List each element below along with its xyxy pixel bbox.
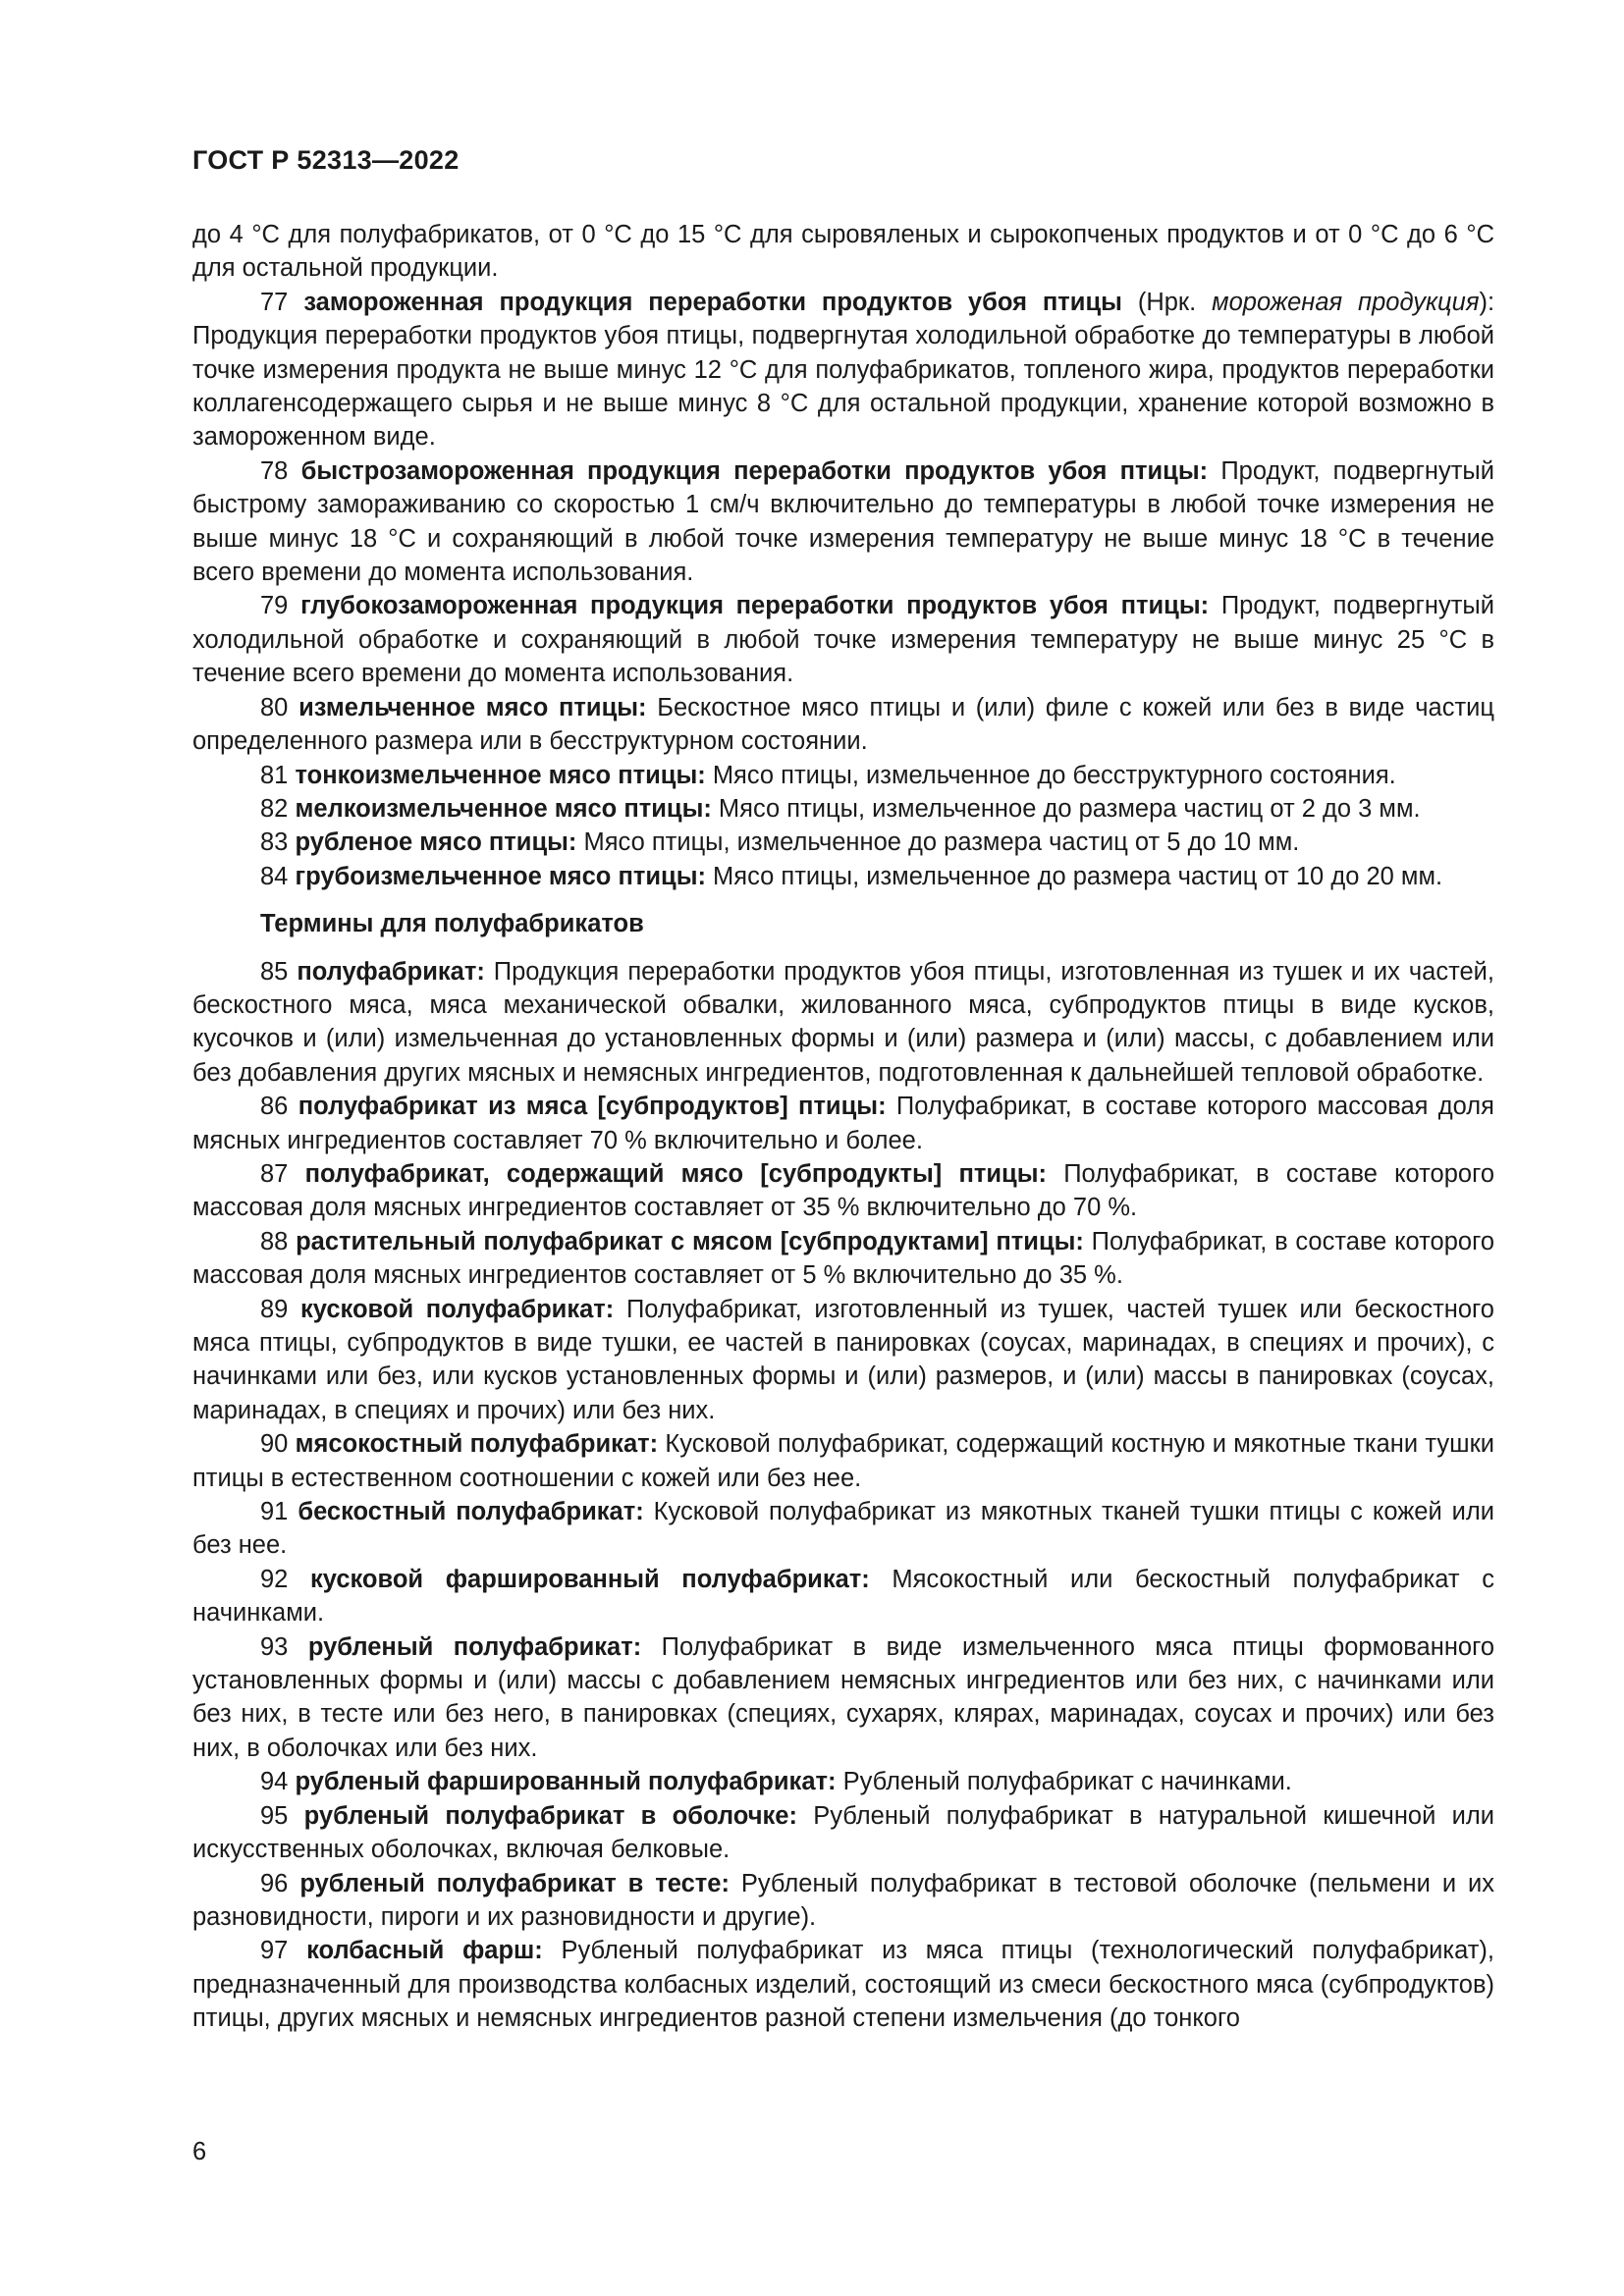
term-alternative: мороженая продукция: [1212, 288, 1480, 316]
term-name: рубленое мясо птицы:: [295, 828, 577, 857]
term-entry-89: [192, 1293, 1494, 1428]
term-definition: Полуфабрикат, в составе которого массовая доля мясных ингредиентов составляет от 35 % включительно до 70 %.: [192, 1159, 1495, 1222]
term-name: полуфабрикат:: [297, 957, 485, 986]
term-entry-96: [192, 1867, 1494, 1935]
term-definition: Кусковой полуфабрикат, содержащий костную и мякотные ткани тушки птицы в естественном соотношении с кожей или без нее.: [192, 1430, 1494, 1492]
term-number: 90: [260, 1430, 289, 1459]
term-name: рубленый фаршированный полуфабрикат:: [295, 1768, 837, 1796]
term-name: измельченное мясо птицы:: [298, 693, 647, 721]
term-entry-90: [192, 1427, 1494, 1495]
term-entry-78: [192, 454, 1494, 590]
term-definition: Мясо птицы, измельченное до размера частиц от 10 до 20 мм.: [705, 862, 1443, 890]
term-entry-82: [192, 792, 1494, 826]
term-name: глубокозамороженная продукция переработки продуктов убоя птицы:: [300, 592, 1210, 620]
term-definition: Полуфабрикат в виде измельченного мяса птицы формованного установленных формы и (или) массы с добавлением немясных ингредиентов или без них, с начинками или без них, в тесте или без него, в панировках (специях, сухарях, клярах, маринадах, соусах и прочих) или без них, в оболочках или без них.: [192, 1632, 1495, 1762]
term-number: 80: [260, 693, 289, 721]
term-entry-88: [192, 1225, 1494, 1293]
document-body: [192, 218, 1494, 2036]
term-name: рубленый полуфабрикат:: [307, 1632, 642, 1661]
term-number: 82: [260, 794, 289, 823]
document-page: [192, 0, 1494, 2296]
term-number: 81: [260, 761, 289, 789]
page-number: 6: [192, 2138, 207, 2165]
term-entry-95: [192, 1799, 1494, 1867]
term-number: 89: [260, 1295, 289, 1323]
term-number: 87: [260, 1159, 289, 1188]
term-name: полуфабрикат, содержащий мясо [субпродукты] птицы:: [304, 1159, 1048, 1188]
term-definition: Продукт, подвергнутый быстрому замораживанию со скоростью 1 см/ч включительно до температуры в любой точке измерения не выше минус 18 °С и сохраняющий в любой точке измерения температуру не выше минус 18 °С в течение всего времени до момента использования.: [192, 456, 1494, 587]
term-definition: Мясо птицы, измельченное до бесструктурного состояния.: [705, 761, 1396, 789]
term-definition: Рубленый полуфабрикат из мяса птицы (технологический полуфабрикат), предназначенный для производства колбасных изделий, состоящий из смеси бескостного мяса (субпродуктов) птицы, других мясных и немясных ингредиентов разной степени измельчения (до тонкого: [192, 1937, 1494, 2033]
term-definition: Мясокостный или бескостный полуфабрикат с начинками.: [192, 1565, 1494, 1628]
term-definition: Мясо птицы, измельченное до размера частиц от 5 до 10 мм.: [576, 828, 1300, 857]
term-definition: Рубленый полуфабрикат в натуральной кишечной или искусственных оболочках, включая белковые.: [192, 1801, 1494, 1864]
term-name: быстрозамороженная продукция переработки продуктов убоя птицы:: [300, 456, 1209, 485]
term-definition: Полуфабрикат, в составе которого массовая доля мясных ингредиентов составляет от 5 % включительно до 35 %.: [192, 1227, 1495, 1290]
term-name: мясокостный полуфабрикат:: [295, 1430, 659, 1459]
term-number: 92: [260, 1565, 289, 1593]
term-name: мелкоизмельченное мясо птицы:: [295, 794, 712, 823]
term-number: 78: [260, 456, 289, 485]
term-name: тонкоизмельченное мясо птицы:: [295, 761, 706, 789]
term-definition: Продукция переработки продуктов убоя птицы, изготовленная из тушек и их частей, бескостного мяса, мяса механической обвалки, жилованного мяса, субпродуктов птицы в виде кусков, кусочков и (или) измельченная до установленных формы и (или) размера и (или) массы, с добавлением или без добавления других мясных и немясных ингредиентов, подготовленная к дальнейшей тепловой обработке.: [192, 957, 1494, 1087]
term-number: 85: [260, 957, 289, 986]
term-number: 79: [260, 592, 289, 620]
term-entry-94: [192, 1765, 1494, 1798]
term-entry-97: [192, 1934, 1494, 2035]
term-definition: ): Продукция переработки продуктов убоя птицы, подвергнутая холодильной обработке до температуры в любой точке измерения продукта не выше минус 12 °С для полуфабрикатов, топленого жира, продуктов переработки коллагенсодержащего сырья и не выше минус 8 °С для остальной продукции, хранение которой возможно в замороженном виде.: [192, 288, 1495, 452]
term-definition: Полуфабрикат, изготовленный из тушек, частей тушек или бескостного мяса птицы, субпродуктов в виде тушки, ее частей в панировках (соусах, маринадах, в специях и прочих), с начинками или без, или кусков установленных формы и (или) размеров, и (или) массы в панировках (соусах, маринадах, в специях и прочих) или без них.: [192, 1295, 1494, 1424]
term-number: 88: [260, 1227, 289, 1255]
term-name: бескостный полуфабрикат:: [298, 1498, 644, 1526]
term-entry-92: [192, 1563, 1494, 1630]
term-number: 77: [260, 288, 289, 316]
term-entry-93: [192, 1630, 1494, 1766]
term-entry-83: [192, 826, 1494, 859]
term-definition: Рубленый полуфабрикат с начинками.: [836, 1768, 1292, 1796]
term-prefix: (Нрк.: [1121, 288, 1213, 316]
term-number: 84: [260, 862, 289, 890]
term-name: рубленый полуфабрикат в оболочке:: [303, 1801, 797, 1830]
term-entry-79: [192, 589, 1494, 690]
term-definition: Рубленый полуфабрикат в тестовой оболочке (пельмени и их разновидности, пироги и их разновидности и другие).: [192, 1869, 1494, 1931]
term-number: 96: [260, 1869, 289, 1897]
term-definition: Бескостное мясо птицы и (или) филе с кожей или без в виде частиц определенного размера или в бесструктурном состоянии.: [192, 693, 1494, 756]
term-definition: Кусковой полуфабрикат из мякотных тканей тушки птицы с кожей или без нее.: [192, 1498, 1495, 1560]
paragraph-text: до 4 °С для полуфабрикатов, от 0 °С до 15 °С для сыровяленых и сырокопченых продуктов и от 0 °С до 6 °С для остальной продукции.: [192, 221, 1494, 283]
term-number: 93: [260, 1632, 289, 1661]
term-name: рубленый полуфабрикат в тесте:: [299, 1869, 730, 1897]
term-entry-77: [192, 286, 1494, 454]
paragraph-continuation: [192, 218, 1494, 286]
term-number: 97: [260, 1937, 289, 1965]
term-name: растительный полуфабрикат с мясом [субпродуктами] птицы:: [296, 1227, 1084, 1255]
term-name: кусковой полуфабрикат:: [300, 1295, 615, 1323]
term-entry-81: [192, 759, 1494, 792]
term-number: 83: [260, 828, 289, 857]
term-name: грубоизмельченное мясо птицы:: [295, 862, 706, 890]
term-name: полуфабрикат из мяса [субпродуктов] птицы:: [298, 1093, 887, 1121]
term-entry-80: [192, 691, 1494, 759]
term-entry-85: [192, 955, 1494, 1091]
term-entry-91: [192, 1495, 1494, 1563]
term-number: 86: [260, 1093, 289, 1121]
term-number: 94: [260, 1768, 289, 1796]
standard-designation: ГОСТ Р 52313—2022: [192, 145, 460, 175]
term-definition: Полуфабрикат, в составе которого массовая доля мясных ингредиентов составляет 70 % включительно и более.: [192, 1093, 1494, 1154]
term-definition: Мясо птицы, измельченное до размера частиц от 2 до 3 мм.: [711, 794, 1421, 823]
term-number: 91: [260, 1498, 289, 1526]
term-entry-86: [192, 1090, 1494, 1157]
section-heading: Термины для полуфабрикатов: [260, 910, 644, 938]
term-name: колбасный фарш:: [306, 1937, 543, 1965]
term-name: замороженная продукция переработки продуктов убоя птицы: [303, 288, 1122, 316]
term-entry-87: [192, 1157, 1494, 1225]
term-definition: Продукт, подвергнутый холодильной обработке и сохраняющий в любой точке измерения температуру не выше минус 25 °С в течение всего времени до момента использования.: [192, 592, 1494, 688]
term-entry-84: [192, 860, 1494, 893]
term-name: кусковой фаршированный полуфабрикат:: [310, 1565, 870, 1593]
term-number: 95: [260, 1801, 289, 1830]
